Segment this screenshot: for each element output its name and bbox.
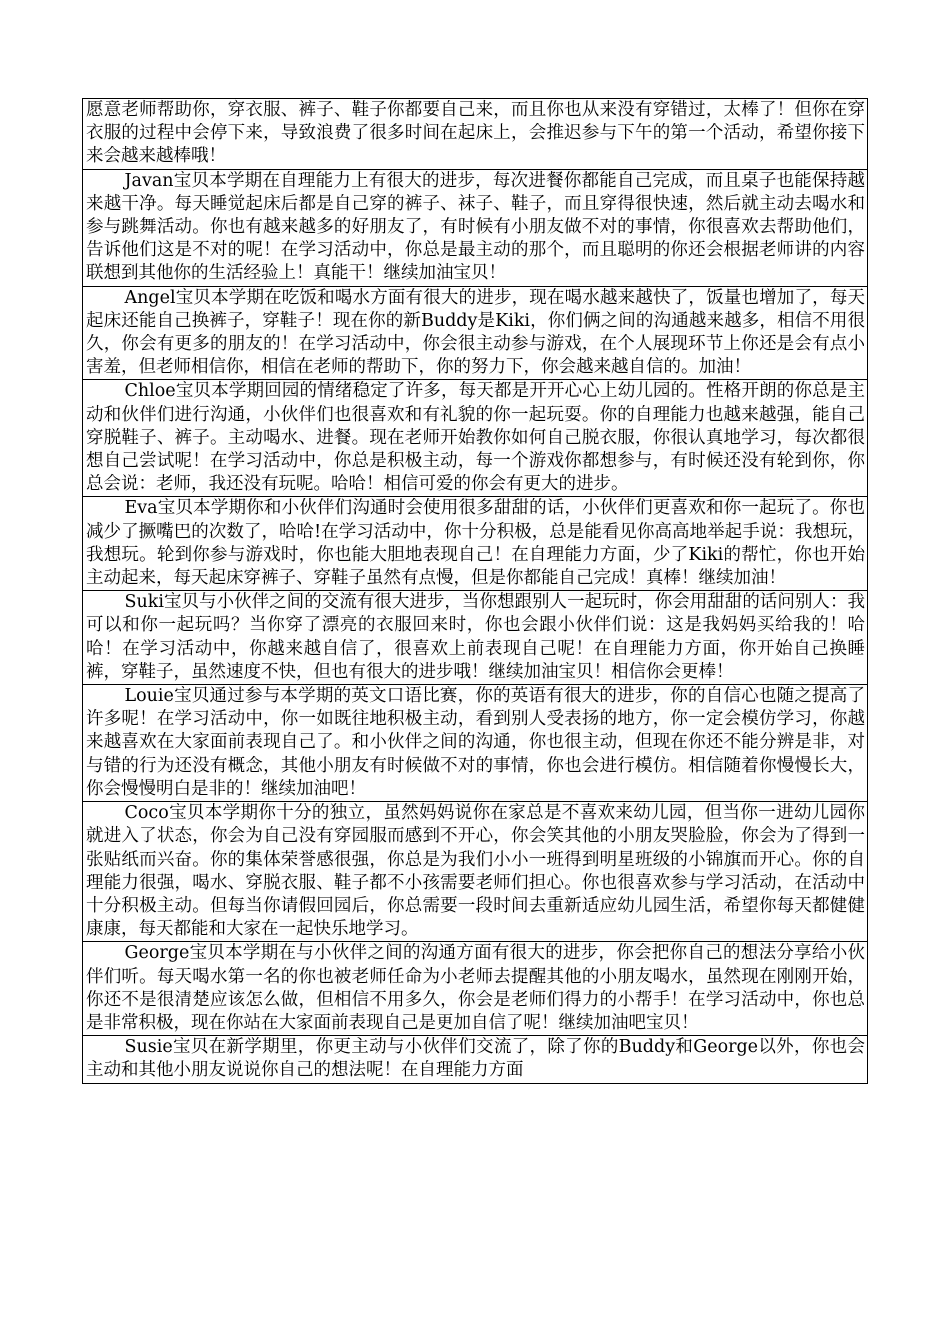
comment-cell-eva: Eva宝贝本学期你和小伙伴们沟通时会使用很多甜甜的话，小伙伴们更喜欢和你一起玩了。你也减少了撅嘴巴的次数了，哈哈!在学习活动中，你十分积极，总是能看见你高高地举起手说：我想玩，我想玩。轮到你参与游戏时，你也能大胆地表现自己！在自理能力方面，少了Kiki的帮忙，你也开始主动起来，每天起床穿裤子、穿鞋子虽然有点慢，但是你都能自己完成！真棒！继续加油！ bbox=[83, 497, 868, 591]
table-row bbox=[83, 99, 868, 170]
table-row bbox=[83, 802, 868, 942]
table-row bbox=[83, 942, 868, 1036]
table-row bbox=[83, 591, 868, 685]
table-row bbox=[83, 169, 868, 286]
table-row bbox=[83, 286, 868, 380]
comment-cell-chloe: Chloe宝贝本学期回园的情绪稳定了许多，每天都是开开心心上幼儿园的。性格开朗的你总是主动和伙伴们进行沟通，小伙伴们也很喜欢和有礼貌的你一起玩耍。你的自理能力也越来越强，能自己穿脱鞋子、裤子。主动喝水、进餐。现在老师开始教你如何自己脱衣服，你很认真地学习，每次都很想自己尝试呢！在学习活动中，你总是积极主动，每一个游戏你都想参与，有时候还没有轮到你，你总会说：老师，我还没有玩呢。哈哈！相信可爱的你会有更大的进步。 bbox=[83, 380, 868, 497]
comment-cell-susie: Susie宝贝在新学期里，你更主动与小伙伴们交流了，除了你的Buddy和George以外，你也会主动和其他小朋友说说你自己的想法呢！在自理能力方面 bbox=[83, 1036, 868, 1083]
table-row bbox=[83, 497, 868, 591]
table-row bbox=[83, 1036, 868, 1083]
table-row bbox=[83, 380, 868, 497]
table-row bbox=[83, 685, 868, 802]
comment-cell-angel: Angel宝贝本学期在吃饭和喝水方面有很大的进步，现在喝水越来越快了，饭量也增加了，每天起床还能自己换裤子，穿鞋子！现在你的新Buddy是Kiki，你们俩之间的沟通越来越多，相信不用很久，你会有更多的朋友的！在学习活动中，你会很主动参与游戏，在个人展现环节上你还是会有点小害羞，但老师相信你，相信在老师的帮助下，你的努力下，你会越来越自信的。加油！ bbox=[83, 286, 868, 380]
comment-cell-louie: Louie宝贝通过参与本学期的英文口语比赛，你的英语有很大的进步，你的自信心也随之提高了许多呢！在学习活动中，你一如既往地积极主动，看到别人受表扬的地方，你一定会模仿学习，你越来越喜欢在大家面前表现自己了。和小伙伴之间的沟通，你也很主动，但现在你还不能分辨是非，对与错的行为还没有概念，其他小朋友有时候做不对的事情，你也会进行模仿。相信随着你慢慢长大，你会慢慢明白是非的！继续加油吧！ bbox=[83, 685, 868, 802]
comment-table bbox=[82, 98, 868, 1084]
document-page bbox=[82, 98, 868, 1084]
comment-cell-javan: Javan宝贝本学期在自理能力上有很大的进步，每次进餐你都能自己完成，而且桌子也能保持越来越干净。每天睡觉起床后都是自己穿的裤子、袜子、鞋子，而且穿得很快速，然后就主动去喝水和参与跳舞活动。你也有越来越多的好朋友了，有时候有小朋友做不对的事情，你很喜欢去帮助他们，告诉他们这是不对的呢！在学习活动中，你总是最主动的那个，而且聪明的你还会根据老师讲的内容联想到其他你的生活经验上！真能干！继续加油宝贝！ bbox=[83, 169, 868, 286]
comment-cell-george: George宝贝本学期在与小伙伴之间的沟通方面有很大的进步，你会把你自己的想法分享给小伙伴们听。每天喝水第一名的你也被老师任命为小老师去提醒其他的小朋友喝水，虽然现在刚刚开始，你还不是很清楚应该怎么做，但相信不用多久，你会是老师们得力的小帮手！在学习活动中，你也总是非常积极，现在你站在大家面前表现自己是更加自信了呢！继续加油吧宝贝！ bbox=[83, 942, 868, 1036]
comment-cell-suki: Suki宝贝与小伙伴之间的交流有很大进步，当你想跟别人一起玩时，你会用甜甜的话问别人：我可以和你一起玩吗？当你穿了漂亮的衣服回来时，你也会跟小伙伴们说：这是我妈妈买给我的！哈哈！在学习活动中，你越来越自信了，很喜欢上前表现自己呢！在自理能力方面，你开始自己换睡裤，穿鞋子，虽然速度不快，但也有很大的进步哦！继续加油宝贝！相信你会更棒！ bbox=[83, 591, 868, 685]
comment-cell-coco: Coco宝贝本学期你十分的独立，虽然妈妈说你在家总是不喜欢来幼儿园，但当你一进幼儿园你就进入了状态，你会为自己没有穿园服而感到不开心，你会笑其他的小朋友哭脸脸，你会为了得到一张贴纸而兴奋。你的集体荣誉感很强，你总是为我们小小一班得到明星班级的小锦旗而开心。你的自理能力很强，喝水、穿脱衣服、鞋子都不小孩需要老师们担心。你也很喜欢参与学习活动，在活动中十分积极主动。但每当你请假回园后，你总需要一段时间去重新适应幼儿园生活，希望你每天都健健康康，每天都能和大家在一起快乐地学习。 bbox=[83, 802, 868, 942]
comment-cell-continued: 愿意老师帮助你，穿衣服、裤子、鞋子你都要自己来，而且你也从来没有穿错过，太棒了！但你在穿衣服的过程中会停下来，导致浪费了很多时间在起床上，会推迟参与下午的第一个活动，希望你接下来会越来越棒哦！ bbox=[83, 99, 868, 170]
